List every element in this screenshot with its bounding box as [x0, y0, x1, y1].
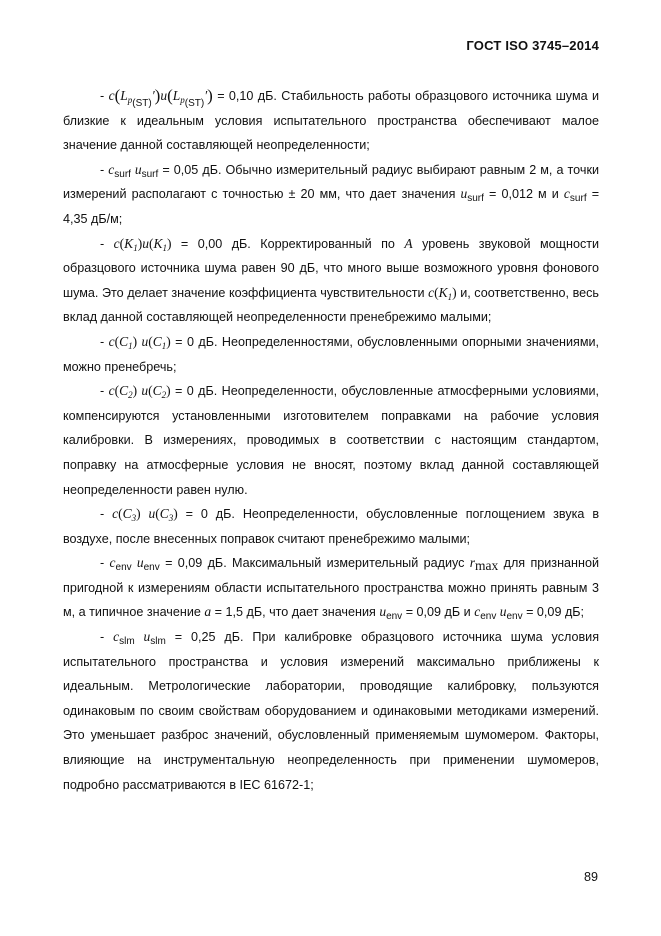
- document-body: [63, 84, 599, 797]
- paragraph-environment: - $c_{env}$ $u_{env} = 0,09$ дБ. Максимальный измерительный радиус $r_{max}$ для признанной пригодной к измерениям области испытательного пространства можно принять равным 3 м, а типичное значение a = 1,5 дБ, что дает значения $u_{env} = 0,09$ дБ и $c_{env}$ $u_{env} = 0,09$ дБ;: [63, 555, 599, 623]
- paragraph-background-noise: - $c(K_1)u(K_1) = 0,00$ дБ. Корректированный по A уровень звуковой мощности образцового источника шума равен 90 дБ, что много выше возможного уровня фонового шума. Это делает значение коэффициента чувствительности $c(K_1)$ и, соответственно, весь вклад данной составляющей неопределенности пренебрежимо малыми;: [63, 235, 600, 325]
- formula-u-env: $u_{env}$: [379, 604, 403, 623]
- formula-u-surf: $u_{surf}$: [460, 186, 484, 205]
- formula-c-surf-u-surf: $c_{surf}$ $u_{surf}$: [108, 161, 159, 180]
- page-number: 89: [583, 870, 598, 884]
- formula-c-env-u-env: $c_{env}$ $u_{env}$: [109, 555, 160, 574]
- document-header: ГОСТ ISO 3745–2014: [466, 38, 599, 53]
- paragraph-air-absorption: - $c(C_3) u(C_3) = 0$ дБ. Неопределенности, обусловленные поглощением звука в воздухе, после внесенных поправок считают пренебрежимо малыми;: [63, 506, 600, 546]
- formula-c-slm-u-slm: $c_{slm}$ $u_{slm}$: [113, 629, 166, 648]
- formula-c-lp-st: $c(L_{p(ST)}')u(L_{p(ST)}')$: [108, 86, 213, 109]
- paragraph-surface-radius: - $c_{surf}$ $u_{surf} = 0,05$ дБ. Обычно измерительный радиус выбирают равным 2 м, а точки измерений располагают с точностью ± 20 мм, что дает значения $u_{surf} = 0,012$ м и $c_{surf} = 4,35$ дБ/м;: [63, 161, 600, 226]
- formula-c-c3-u-c3: $c(C_3)$ $u(C_3)$: [112, 506, 178, 524]
- paragraph-sound-level-meter: - $c_{slm}$ $u_{slm} = 0,25$ дБ. При калибровке образцового источника шума условия испытательного пространства и условия измерений максимально приближены к идеальным. Метрологические лаборатории, проводящие калибровку, пользуются одинаковым по своим свойствам оборудованием и одинаковыми методиками измерений. Это уменьшает разброс значений, обусловленный применяемым шумомером. Факторы, влияющие на инструментальную неопределенность при применении шумомеров, подробно рассматриваются в IEC 61672-1;: [63, 629, 600, 792]
- paragraph-reference-values: - $c(C_1) u(C_1) = 0$ дБ. Неопределенностями, обусловленными опорными значениями, можно пренебречь;: [63, 333, 600, 374]
- paragraph-text: = 0,10 дБ. Стабильность работы образцового источника шума и близкие к идеальным условия испытательного пространства обеспечивают малое значение данной составляющей неопределенности;: [63, 89, 600, 153]
- paragraph-atmospheric-conditions: - $c(C_2) u(C_2) = 0$ дБ. Неопределенности, обусловленные атмосферными условиями, компенсируются установленными изготовителем поправками на рабочие условия калибровки. В измерениях, проводимых в соответствии с настоящим стандартом, поправку на атмосферные условия не вносят, поэтому вклад данной составляющей неопределенности равен нулю.: [63, 383, 600, 497]
- formula-c-c1-u-c1: $c(C_1)$ $u(C_1)$: [108, 333, 171, 351]
- paragraph-reference-source-stability: [63, 84, 599, 158]
- formula-c-c2-u-c2: $c(C_2)$ $u(C_2)$: [108, 383, 171, 401]
- formula-c-k1-u-k1: $c(K_1)u(K_1)$: [113, 235, 172, 253]
- formula-c-surf: $c_{surf}$: [563, 186, 587, 205]
- formula-r-max: $r_{max}$: [469, 555, 499, 574]
- formula-c-k1: $c(K_1)$: [428, 284, 457, 302]
- formula-c-env-u-env-2: $c_{env}$ $u_{env}$: [474, 604, 523, 623]
- list-dash: -: [100, 89, 105, 103]
